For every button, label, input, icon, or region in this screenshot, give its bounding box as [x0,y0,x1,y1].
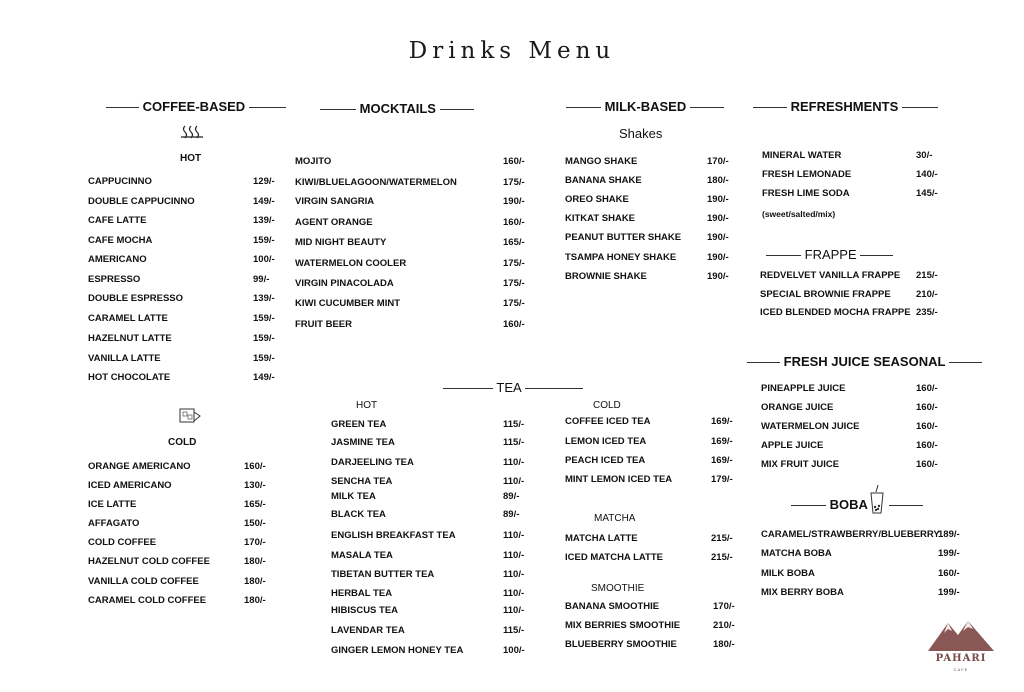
coffee-cold-item-name: COLD COFFEE [88,537,157,548]
tea-cold-item-price: 179/- [711,474,733,485]
juice-item-price: 160/- [916,421,938,432]
coffee-hot-item-price: 159/- [253,313,275,324]
section-title-mocktails: MOCKTAILS [359,101,436,116]
smoothie-item-name: MIX BERRIES SMOOTHIE [565,620,681,631]
tea-hot-item-price: 110/- [503,476,525,487]
tea-hot-item-name: GREEN TEA [331,419,387,430]
tea-hot-item-name: HIBISCUS TEA [331,605,399,616]
juice-item-name: MIX FRUIT JUICE [761,459,840,470]
shakes-item-name: TSAMPA HONEY SHAKE [565,252,677,263]
tea-hot-label: HOT [356,400,378,411]
tea-hot-item-name: GINGER LEMON HONEY TEA [331,645,464,656]
section-header-refreshments [753,99,938,114]
juice-item-price: 160/- [916,440,938,451]
coffee-hot-item-price: 139/- [253,293,275,304]
mocktails-item-price: 160/- [503,319,525,330]
shakes-item-price: 180/- [707,175,729,186]
coffee-cold-item-price: 170/- [244,537,266,548]
juice-item-name: PINEAPPLE JUICE [761,383,846,394]
mocktails-item-price: 165/- [503,237,525,248]
shakes-item-price: 190/- [707,232,729,243]
refreshments-item-name: FRESH LEMONADE [762,169,852,180]
tea-hot-item-price: 89/- [503,509,520,520]
tea-hot-item-price: 110/- [503,569,525,580]
coffee-cold-item-name: ORANGE AMERICANO [88,461,191,472]
coffee-hot-item-price: 149/- [253,372,275,383]
section-header-mocktails [320,101,474,116]
matcha-label: MATCHA [594,513,636,524]
mocktails-item-name: WATERMELON COOLER [295,258,407,269]
shakes-item-name: OREO SHAKE [565,194,629,205]
coffee-hot-item-price: 159/- [253,333,275,344]
tea-hot-item-price: 89/- [503,491,520,502]
shakes-item-price: 190/- [707,271,729,282]
tea-hot-item-price: 115/- [503,437,525,448]
coffee-cold-item-price: 165/- [244,499,266,510]
coffee-hot-item-name: ESPRESSO [88,274,141,285]
coffee-hot-item-price: 159/- [253,235,275,246]
tea-hot-item-price: 115/- [503,419,525,430]
coffee-cold-item-name: HAZELNUT COLD COFFEE [88,556,210,567]
coffee-cold-item-price: 150/- [244,518,266,529]
refreshments-item-name: MINERAL WATER [762,150,842,161]
shakes-item-name: KITKAT SHAKE [565,213,636,224]
coffee-hot-item-price: 129/- [253,176,275,187]
coffee-cold-item-price: 180/- [244,595,266,606]
section-header-boba [791,497,923,512]
tea-hot-item-price: 100/- [503,645,525,656]
mocktails-item-price: 160/- [503,156,525,167]
mocktails-item-name: VIRGIN PINACOLADA [295,278,394,289]
frappe-item-price: 235/- [916,307,938,318]
mountain-logo [926,617,996,655]
boba-cup-icon [869,485,885,520]
coffee-hot-item-name: CAFE LATTE [88,215,147,226]
boba-item-name: MATCHA BOBA [761,548,832,559]
smoothie-item-price: 180/- [713,639,735,650]
coffee-cold-item-name: ICE LATTE [88,499,137,510]
coffee-hot-item-price: 100/- [253,254,275,265]
shakes-item-name: MANGO SHAKE [565,156,638,167]
refreshments-note: (sweet/salted/mix) [762,209,836,219]
boba-item-price: 189/- [938,529,960,540]
section-header-tea [443,380,583,395]
mocktails-item-name: AGENT ORANGE [295,217,373,228]
iced-cup-icon [177,406,205,429]
juice-item-name: APPLE JUICE [761,440,824,451]
boba-item-name: MIX BERRY BOBA [761,587,844,598]
tea-cold-item-name: LEMON ICED TEA [565,436,647,447]
juice-item-name: ORANGE JUICE [761,402,834,413]
refreshments-item-price: 145/- [916,188,938,199]
tea-cold-item-price: 169/- [711,455,733,466]
section-header-milk [566,99,724,114]
coffee-hot-item-name: CARAMEL LATTE [88,313,168,324]
section-title-frappe: FRAPPE [804,247,857,262]
mocktails-item-price: 190/- [503,196,525,207]
juice-item-price: 160/- [916,402,938,413]
mocktails-item-name: MOJITO [295,156,332,167]
boba-item-name: CARAMEL/STRAWBERRY/BLUEBERRY [761,529,940,540]
section-header-frappe [766,247,893,262]
section-title-juice: FRESH JUICE SEASONAL [783,354,946,369]
coffee-hot-item-name: VANILLA LATTE [88,353,161,364]
coffee-cold-item-name: VANILLA COLD COFFEE [88,576,199,587]
boba-item-price: 160/- [938,568,960,579]
smoothie-item-price: 170/- [713,601,735,612]
shakes-subtitle: Shakes [619,126,663,141]
coffee-hot-item-name: HOT CHOCOLATE [88,372,171,383]
coffee-cold-item-name: AFFAGATO [88,518,140,529]
tea-hot-item-name: HERBAL TEA [331,588,393,599]
logo-name: PAHARI [935,653,987,664]
tea-hot-item-price: 110/- [503,457,525,468]
tea-hot-item-price: 110/- [503,530,525,541]
section-title-coffee: COFFEE-BASED [142,99,246,114]
section-title-milk: MILK-BASED [604,99,687,114]
matcha-item-price: 215/- [711,552,733,563]
coffee-cold-label: COLD [168,437,197,448]
shakes-item-name: BANANA SHAKE [565,175,642,186]
coffee-cold-item-name: ICED AMERICANO [88,480,172,491]
mocktails-item-name: FRUIT BEER [295,319,352,330]
logo-tag: CAFE [953,667,969,672]
menu-title: Drinks Menu [408,38,616,64]
smoothie-item-name: BLUEBERRY SMOOTHIE [565,639,677,650]
juice-item-price: 160/- [916,459,938,470]
matcha-item-name: ICED MATCHA LATTE [565,552,663,563]
tea-hot-item-price: 115/- [503,625,525,636]
frappe-item-name: REDVELVET VANILLA FRAPPE [760,270,901,281]
coffee-hot-label: HOT [180,153,202,164]
frappe-item-name: ICED BLENDED MOCHA FRAPPE [760,307,911,318]
shakes-item-price: 190/- [707,213,729,224]
shakes-item-name: BROWNIE SHAKE [565,271,647,282]
coffee-hot-item-name: DOUBLE CAPPUCINNO [88,196,195,207]
frappe-item-name: SPECIAL BROWNIE FRAPPE [760,289,891,300]
tea-hot-item-name: ENGLISH BREAKFAST TEA [331,530,456,541]
section-title-tea: TEA [496,380,521,395]
tea-hot-item-price: 110/- [503,605,525,616]
coffee-cold-item-price: 180/- [244,556,266,567]
refreshments-item-name: FRESH LIME SODA [762,188,850,199]
matcha-item-price: 215/- [711,533,733,544]
shakes-item-price: 190/- [707,194,729,205]
smoothie-item-price: 210/- [713,620,735,631]
mocktails-item-price: 175/- [503,298,525,309]
coffee-hot-item-name: AMERICANO [88,254,147,265]
shakes-item-price: 170/- [707,156,729,167]
tea-hot-item-name: MILK TEA [331,491,376,502]
tea-hot-item-price: 110/- [503,588,525,599]
section-title-refreshments: REFRESHMENTS [790,99,899,114]
mocktails-item-name: VIRGIN SANGRIA [295,196,375,207]
boba-item-name: MILK BOBA [761,568,815,579]
tea-hot-item-name: SENCHA TEA [331,476,393,487]
mocktails-item-price: 175/- [503,177,525,188]
tea-cold-item-name: COFFEE ICED TEA [565,416,651,427]
coffee-hot-item-name: CAPPUCINNO [88,176,152,187]
refreshments-item-price: 30/- [916,150,933,161]
mocktails-item-price: 175/- [503,278,525,289]
boba-item-price: 199/- [938,548,960,559]
boba-item-price: 199/- [938,587,960,598]
juice-item-name: WATERMELON JUICE [761,421,860,432]
coffee-cold-item-price: 180/- [244,576,266,587]
tea-hot-item-name: LAVENDAR TEA [331,625,405,636]
shakes-item-price: 190/- [707,252,729,263]
smoothie-label: SMOOTHIE [591,583,645,594]
section-header-juice [747,354,982,369]
mocktails-item-name: KIWI/BLUELAGOON/WATERMELON [295,177,457,188]
mocktails-item-name: KIWI CUCUMBER MINT [295,298,401,309]
coffee-hot-item-price: 99/- [253,274,270,285]
coffee-hot-item-name: DOUBLE ESPRESSO [88,293,184,304]
shakes-item-name: PEANUT BUTTER SHAKE [565,232,682,243]
mocktails-item-price: 175/- [503,258,525,269]
juice-item-price: 160/- [916,383,938,394]
tea-cold-item-price: 169/- [711,416,733,427]
steam-icon [179,124,205,145]
tea-cold-item-name: PEACH ICED TEA [565,455,646,466]
coffee-cold-item-name: CARAMEL COLD COFFEE [88,595,207,606]
coffee-hot-item-name: CAFE MOCHA [88,235,153,246]
frappe-item-price: 210/- [916,289,938,300]
coffee-hot-item-price: 149/- [253,196,275,207]
tea-hot-item-name: DARJEELING TEA [331,457,414,468]
tea-hot-item-name: MASALA TEA [331,550,393,561]
tea-hot-item-name: BLACK TEA [331,509,386,520]
section-title-boba: BOBA [829,497,868,512]
coffee-hot-item-name: HAZELNUT LATTE [88,333,172,344]
mocktails-item-price: 160/- [503,217,525,228]
tea-cold-label: COLD [593,400,621,411]
coffee-hot-item-price: 159/- [253,353,275,364]
matcha-item-name: MATCHA LATTE [565,533,638,544]
refreshments-item-price: 140/- [916,169,938,180]
coffee-cold-item-price: 160/- [244,461,266,472]
smoothie-item-name: BANANA SMOOTHIE [565,601,660,612]
frappe-item-price: 215/- [916,270,938,281]
tea-hot-item-price: 110/- [503,550,525,561]
mocktails-item-name: MID NIGHT BEAUTY [295,237,387,248]
section-header-coffee [106,99,286,114]
coffee-cold-item-price: 130/- [244,480,266,491]
tea-hot-item-name: TIBETAN BUTTER TEA [331,569,435,580]
tea-cold-item-price: 169/- [711,436,733,447]
tea-hot-item-name: JASMINE TEA [331,437,395,448]
pahari-logo [926,617,996,677]
tea-cold-item-name: MINT LEMON ICED TEA [565,474,673,485]
coffee-hot-item-price: 139/- [253,215,275,226]
